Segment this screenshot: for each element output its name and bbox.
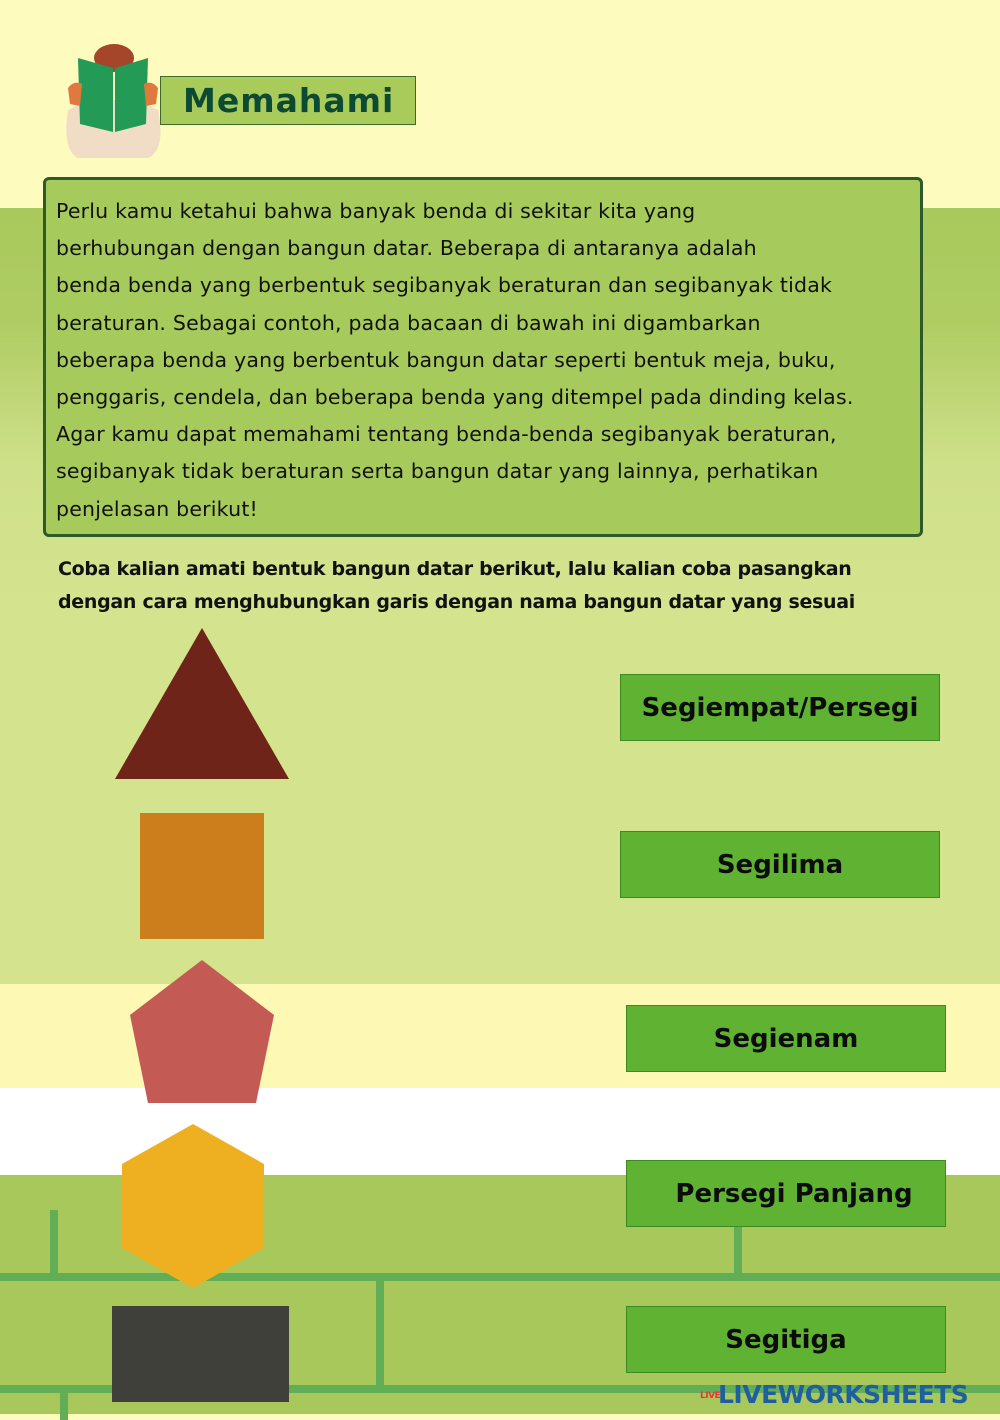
intro-line: beraturan. Sebagai contoh, pada bacaan di bawah ini digambarkan [56,310,761,335]
live-badge: LIVE [700,1391,721,1401]
label-segienam[interactable]: Segienam [626,1005,946,1072]
rectangle-shape[interactable] [112,1306,289,1402]
instruction-line: dengan cara menghubungkan garis dengan nama bangun datar yang sesuai [58,591,856,613]
intro-line: Agar kamu dapat memahami tentang benda-benda segibanyak beraturan, [56,422,837,447]
intro-line: berhubungan dengan bangun datar. Beberapa di antaranya adalah [56,236,757,261]
triangle-shape[interactable] [115,628,290,780]
intro-text-box [43,177,923,537]
section-title: Memahami [183,81,395,120]
logo-text: LIVEWORKSHEETS [718,1380,969,1409]
square-shape[interactable] [140,813,264,939]
liveworksheets-logo [700,1380,968,1409]
intro-line: penjelasan berikut! [56,496,258,521]
intro-line: penggaris, cendela, dan beberapa benda yang ditempel pada dinding kelas. [56,385,854,410]
intro-line: segibanyak tidak beraturan serta bangun datar yang lainnya, perhatikan [56,459,819,484]
label-persegi-panjang[interactable]: Persegi Panjang [626,1160,946,1227]
intro-line: beberapa benda yang berbentuk bangun datar seperti bentuk meja, buku, [56,347,836,372]
intro-line: Perlu kamu ketahui bahwa banyak benda di sekitar kita yang [56,199,696,223]
person-reading-book-icon [58,40,170,162]
pentagon-shape[interactable] [130,960,274,1103]
label-segilima[interactable]: Segilima [620,831,940,898]
instruction-line: Coba kalian amati bentuk bangun datar berikut, lalu kalian coba pasangkan [58,558,852,580]
intro-line: benda benda yang berbentuk segibanyak beraturan dan segibanyak tidak [56,273,833,298]
section-header [160,76,416,125]
hexagon-shape[interactable] [122,1124,264,1288]
label-segiempat-persegi[interactable]: Segiempat/Persegi [620,674,940,741]
label-segitiga[interactable]: Segitiga [626,1306,946,1373]
instruction [58,553,958,619]
